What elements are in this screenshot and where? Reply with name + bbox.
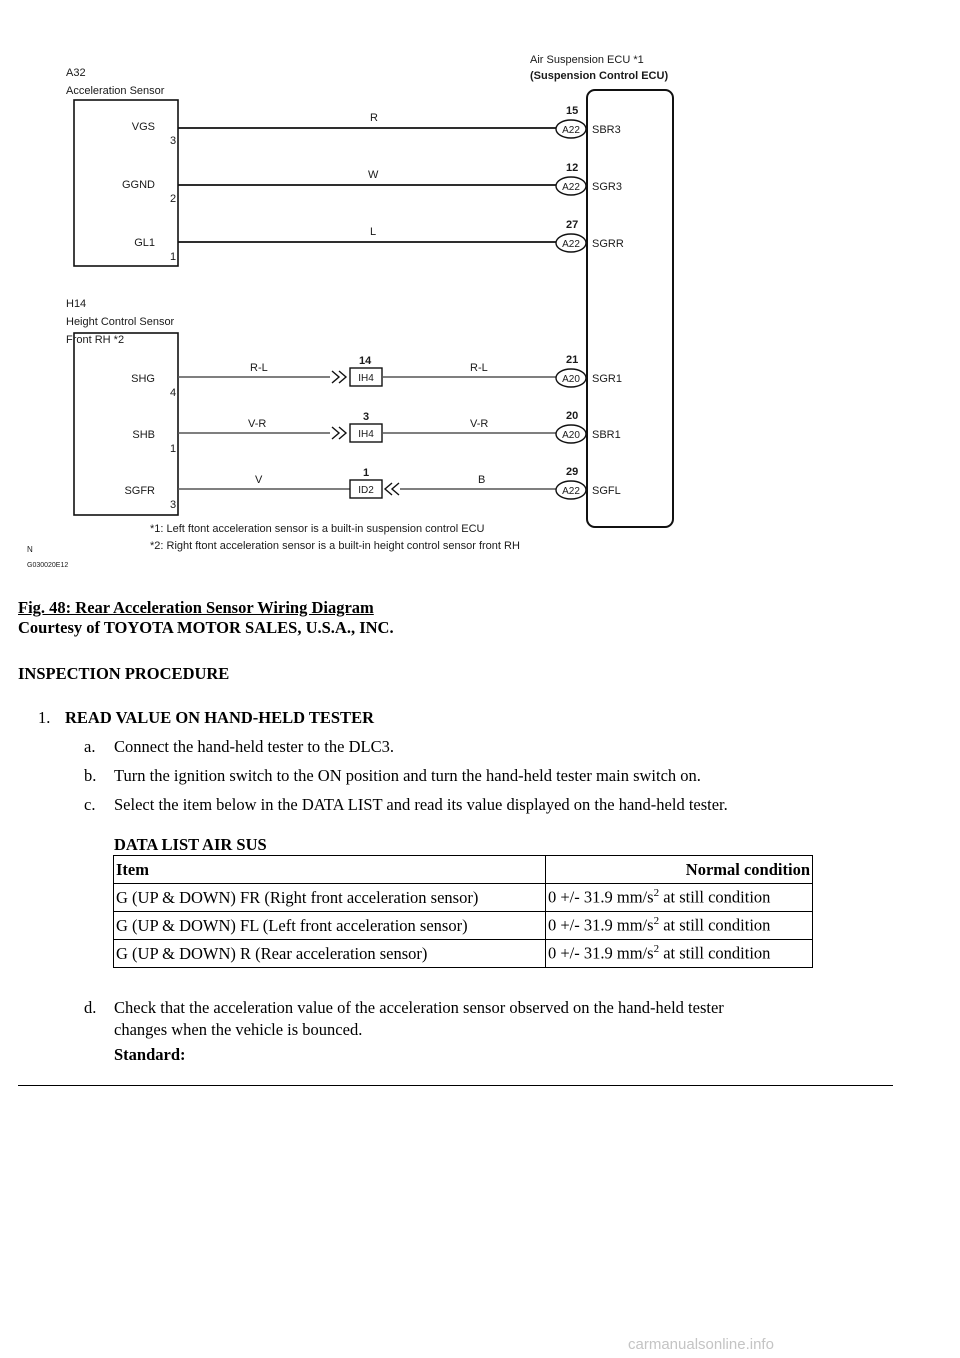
svg-text:SBR1: SBR1 xyxy=(592,429,621,441)
svg-text:SBR3: SBR3 xyxy=(592,124,621,136)
substep-text: Turn the ignition switch to the ON position and turn the hand-held tester main switch on. xyxy=(114,766,701,785)
svg-text:V-R: V-R xyxy=(470,418,489,430)
ecu-title: Air Suspension ECU *1 xyxy=(530,54,644,66)
sensor2-name: Height Control Sensor xyxy=(66,316,175,328)
svg-text:A22: A22 xyxy=(562,239,580,250)
watermark: carmanualsonline.info xyxy=(628,1336,774,1353)
step-title: READ VALUE ON HAND-HELD TESTER xyxy=(65,708,374,727)
svg-text:W: W xyxy=(368,169,379,181)
substep-b xyxy=(84,766,701,786)
svg-text:R-L: R-L xyxy=(250,362,268,374)
table-row xyxy=(114,940,813,968)
ecu-subtitle: (Suspension Control ECU) xyxy=(530,70,669,82)
page-divider xyxy=(18,1085,893,1086)
corner-mark: N xyxy=(27,545,33,554)
svg-text:SGR3: SGR3 xyxy=(592,181,622,193)
substep-text: Connect the hand-held tester to the DLC3. xyxy=(114,737,394,756)
svg-text:V: V xyxy=(255,474,263,486)
svg-text:SGRR: SGRR xyxy=(592,238,624,250)
ecu-terminal xyxy=(556,219,624,252)
sensor2-pin-num: 3 xyxy=(170,499,177,511)
wire-bottom xyxy=(178,467,556,498)
svg-text:L: L xyxy=(370,226,377,238)
sensor2-pin-label: SHG xyxy=(131,373,155,385)
svg-text:ID2: ID2 xyxy=(358,485,374,496)
column-header-item: Item xyxy=(114,856,546,884)
wire-top xyxy=(178,112,556,128)
section-heading: INSPECTION PROCEDURE xyxy=(18,664,230,683)
substep-d xyxy=(84,997,724,1041)
sensor1-name: Acceleration Sensor xyxy=(66,85,165,97)
sensor2-pin-num: 4 xyxy=(170,387,177,399)
table-header-row xyxy=(114,856,813,884)
item-cell: G (UP & DOWN) FL (Left front acceleration sensor) xyxy=(114,912,546,940)
substep-text-cont: changes when the vehicle is bounced. xyxy=(114,1020,363,1039)
svg-text:R-L: R-L xyxy=(470,362,488,374)
svg-text:20: 20 xyxy=(566,410,579,422)
svg-text:IH4: IH4 xyxy=(358,429,374,440)
ecu-terminal xyxy=(556,105,621,138)
sensor1-pin-label: GGND xyxy=(122,179,155,191)
value-cell: 0 +/- 31.9 $mm/s^2$ at still condition xyxy=(546,940,813,968)
substep-text: Select the item below in the DATA LIST and read its value displayed on the hand-held tester. xyxy=(114,795,728,814)
sensor1-pin-num: 2 xyxy=(170,193,177,205)
svg-text:R: R xyxy=(370,112,378,124)
wire-top xyxy=(178,226,556,242)
sensor2-pin-label: SHB xyxy=(132,429,155,441)
ecu-terminal xyxy=(556,162,622,195)
sensor1-pin-label: GL1 xyxy=(134,237,155,249)
svg-text:SGFL: SGFL xyxy=(592,485,621,497)
svg-text:15: 15 xyxy=(566,105,579,117)
substep-a xyxy=(84,737,394,757)
sensor2-code: H14 xyxy=(66,298,87,310)
substep-letter: a. xyxy=(84,737,96,756)
table-row xyxy=(114,912,813,940)
sensor1-pin-num: 1 xyxy=(170,251,177,263)
svg-text:A20: A20 xyxy=(562,374,580,385)
substep-c xyxy=(84,795,728,815)
svg-text:3: 3 xyxy=(363,411,370,423)
sensor2-pin-label: SGFR xyxy=(124,485,155,497)
wiring-diagram xyxy=(0,0,960,590)
value-cell: 0 +/- 31.9 $mm/s^2$ at still condition xyxy=(546,884,813,912)
sensor2-location: Front RH *2 xyxy=(66,334,125,346)
sensor1-pin-label: VGS xyxy=(131,121,155,133)
svg-text:A22: A22 xyxy=(562,182,580,193)
svg-text:IH4: IH4 xyxy=(358,373,374,384)
substep-text: Check that the acceleration value of the acceleration sensor observed on the hand-held tester xyxy=(114,998,724,1017)
table-title: DATA LIST AIR SUS xyxy=(114,835,267,854)
table-row xyxy=(114,884,813,912)
svg-text:27: 27 xyxy=(566,219,579,231)
svg-text:B: B xyxy=(478,474,486,486)
svg-text:21: 21 xyxy=(566,354,579,366)
sensor1-pin-num: 3 xyxy=(170,135,177,147)
svg-text:A20: A20 xyxy=(562,430,580,441)
substep-letter: c. xyxy=(84,795,96,814)
footnote-2: *2: Right ftont acceleration sensor is a built-in height control sensor front RH xyxy=(150,540,520,552)
item-cell: G (UP & DOWN) FR (Right front acceleration sensor) xyxy=(114,884,546,912)
value-cell: 0 +/- 31.9 $mm/s^2$ at still condition xyxy=(546,912,813,940)
sensor2-pin-num: 1 xyxy=(170,443,177,455)
wire-bottom xyxy=(178,411,556,442)
figure-title: Fig. 48: Rear Acceleration Sensor Wiring Diagram xyxy=(18,598,374,617)
ecu-terminal xyxy=(556,466,621,499)
step-1 xyxy=(38,708,374,728)
svg-text:1: 1 xyxy=(363,467,370,479)
item-cell: G (UP & DOWN) R (Rear acceleration sensor) xyxy=(114,940,546,968)
svg-text:29: 29 xyxy=(566,466,579,478)
figure-courtesy: Courtesy of TOYOTA MOTOR SALES, U.S.A., INC. xyxy=(18,618,394,637)
figure-caption xyxy=(18,598,394,638)
substep-letter: b. xyxy=(84,766,97,785)
wire-top xyxy=(178,169,556,185)
svg-text:A22: A22 xyxy=(562,486,580,497)
sensor1-code: A32 xyxy=(66,67,86,79)
svg-text:14: 14 xyxy=(359,355,372,367)
data-list-table xyxy=(113,855,813,968)
ecu-box xyxy=(587,90,673,527)
svg-text:V-R: V-R xyxy=(248,418,267,430)
ecu-terminal xyxy=(556,354,622,387)
column-header-normal-condition: Normal condition xyxy=(546,856,813,884)
svg-text:SGR1: SGR1 xyxy=(592,373,622,385)
footnote-1: *1: Left ftont acceleration sensor is a built-in suspension control ECU xyxy=(150,523,485,535)
wire-bottom xyxy=(178,355,556,386)
svg-text:A22: A22 xyxy=(562,125,580,136)
ecu-terminal xyxy=(556,410,621,443)
substep-letter: d. xyxy=(84,998,97,1017)
step-number: 1. xyxy=(38,708,51,727)
figure-code: G030020E12 xyxy=(27,562,69,569)
svg-text:12: 12 xyxy=(566,162,579,174)
standard-label: Standard: xyxy=(114,1045,186,1064)
